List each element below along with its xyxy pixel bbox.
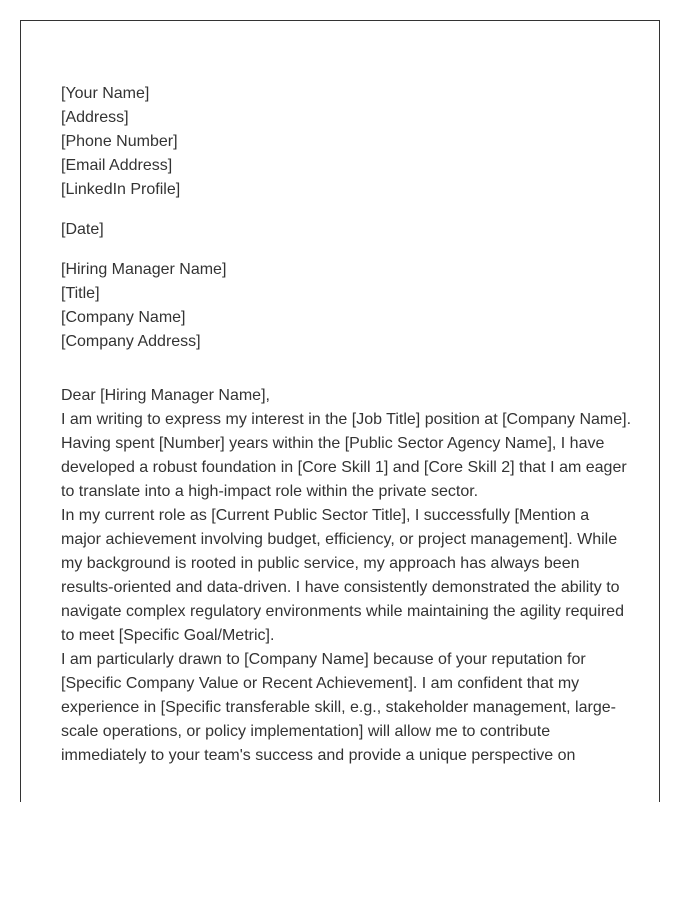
recipient-block [61, 258, 631, 354]
body-paragraph-2: In my current role as [Current Public Sector Title], I successfully [Mention a major achievement involving budget, efficiency, or project management]. While my background is rooted in public service, my approach has always been results-oriented and data-driven. I have consistently demonstrated the ability to navigate complex regulatory environments while maintaining the agility required to meet [Specific Goal/Metric]. [61, 507, 624, 644]
date-block [61, 218, 631, 242]
letter-date: [Date] [61, 221, 104, 238]
salutation: Dear [Hiring Manager Name], [61, 387, 270, 404]
sender-linkedin: [LinkedIn Profile] [61, 181, 181, 198]
recipient-company: [Company Name] [61, 309, 186, 326]
sender-name: [Your Name] [61, 85, 150, 102]
body-paragraph-3: I am particularly drawn to [Company Name] because of your reputation for [Specific Company Value or Recent Achievement]. I am confident that my experience in [Specific transferable skill, e.g., stakeholder management, large-scale operations, or policy implementation] will allow me to contribute immediately to your team's success and provide a unique perspective on [61, 651, 616, 764]
recipient-company-address: [Company Address] [61, 333, 201, 350]
body-paragraph-1: I am writing to express my interest in the [Job Title] position at [Company Name]. Having spent [Number] years within the [Public Sector Agency Name], I have developed a robust foundation in [Core Skill 1] and [Core Skill 2] that I am eager to translate into a high-impact role within the private sector. [61, 411, 632, 500]
letter-content [61, 82, 631, 768]
sender-email: [Email Address] [61, 157, 173, 174]
letter-page [20, 20, 660, 802]
sender-phone: [Phone Number] [61, 133, 178, 150]
sender-address: [Address] [61, 109, 129, 126]
sender-block [61, 82, 631, 202]
recipient-name: [Hiring Manager Name] [61, 261, 227, 278]
salutation-block [61, 384, 631, 408]
recipient-title: [Title] [61, 285, 100, 302]
